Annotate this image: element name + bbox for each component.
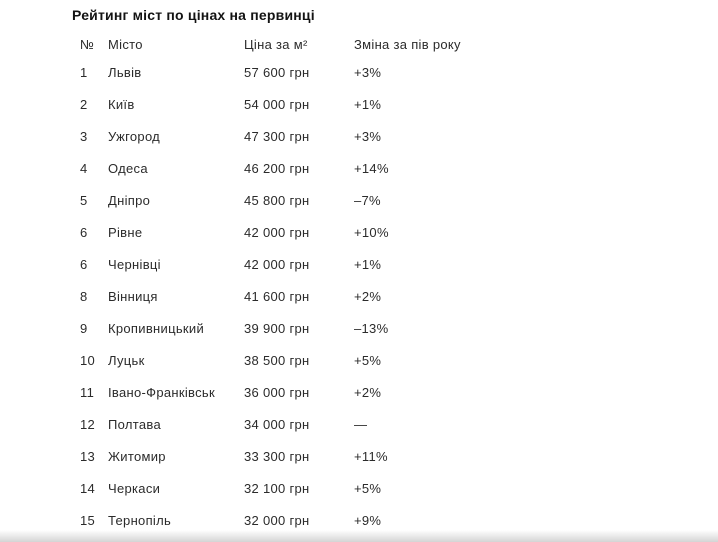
table-body [80, 56, 524, 536]
cell-price: 36 000 грн [244, 384, 310, 400]
table-row [80, 120, 524, 152]
cell-rank: 1 [80, 64, 88, 80]
cell-change: +9% [354, 512, 382, 528]
cell-price: 41 600 грн [244, 288, 310, 304]
cell-city: Івано-Франківськ [108, 384, 215, 400]
cell-city: Полтава [108, 416, 162, 432]
table-row [80, 88, 524, 120]
cell-rank: 2 [80, 96, 88, 112]
cell-rank: 3 [80, 128, 88, 144]
cell-city: Черкаси [108, 480, 161, 496]
cell-city: Рівне [108, 224, 143, 240]
cell-rank: 6 [80, 256, 88, 272]
col-header-price: Ціна за м² [244, 36, 308, 52]
col-header-change: Зміна за пів року [354, 36, 461, 52]
cell-price: 32 100 грн [244, 480, 310, 496]
cell-rank: 6 [80, 224, 88, 240]
cell-change: — [354, 416, 368, 432]
cell-change: +11% [354, 448, 388, 464]
cell-price: 38 500 грн [244, 352, 310, 368]
cell-price: 54 000 грн [244, 96, 310, 112]
table-row [80, 344, 524, 376]
cell-change: +10% [354, 224, 389, 240]
cell-change: –7% [354, 192, 381, 208]
table-row [80, 408, 524, 440]
cell-rank: 12 [80, 416, 96, 432]
cell-price: 57 600 грн [244, 64, 310, 80]
cell-change: +3% [354, 128, 382, 144]
cell-rank: 9 [80, 320, 88, 336]
cell-price: 46 200 грн [244, 160, 310, 176]
table-row [80, 152, 524, 184]
col-header-city: Місто [108, 36, 143, 52]
cell-rank: 15 [80, 512, 96, 528]
cell-price: 45 800 грн [244, 192, 310, 208]
cell-rank: 14 [80, 480, 96, 496]
cell-city: Одеса [108, 160, 148, 176]
cell-city: Ужгород [108, 128, 161, 144]
cell-city: Луцьк [108, 352, 145, 368]
cell-city: Дніпро [108, 192, 151, 208]
cell-city: Київ [108, 96, 135, 112]
cell-city: Чернівці [108, 256, 161, 272]
cell-rank: 8 [80, 288, 88, 304]
cell-price: 34 000 грн [244, 416, 310, 432]
cell-city: Кропивницький [108, 320, 205, 336]
cell-price: 47 300 грн [244, 128, 310, 144]
cell-price: 42 000 грн [244, 256, 310, 272]
table-row [80, 440, 524, 472]
cell-change: +5% [354, 480, 382, 496]
table-row [80, 472, 524, 504]
page-title: Рейтинг міст по цінах на первинці [72, 7, 315, 23]
cell-price: 42 000 грн [244, 224, 310, 240]
cell-city: Тернопіль [108, 512, 172, 528]
table-row [80, 312, 524, 344]
cell-city: Житомир [108, 448, 166, 464]
cell-rank: 10 [80, 352, 96, 368]
cell-rank: 4 [80, 160, 88, 176]
table-row [80, 248, 524, 280]
cell-rank: 11 [80, 384, 95, 400]
table-row [80, 56, 524, 88]
cell-price: 32 000 грн [244, 512, 310, 528]
table-header-row [80, 33, 524, 55]
cell-change: +1% [354, 256, 382, 272]
col-header-rank: № [80, 36, 95, 52]
cell-price: 39 900 грн [244, 320, 310, 336]
cell-city: Вінниця [108, 288, 158, 304]
cell-change: +1% [354, 96, 382, 112]
cell-change: +2% [354, 384, 382, 400]
cell-rank: 5 [80, 192, 88, 208]
table-row [80, 184, 524, 216]
cell-change: +3% [354, 64, 382, 80]
table-row [80, 376, 524, 408]
table-row [80, 216, 524, 248]
cell-price: 33 300 грн [244, 448, 310, 464]
table-row [80, 504, 524, 536]
cell-change: –13% [354, 320, 389, 336]
cell-city: Львів [108, 64, 142, 80]
cell-change: +14% [354, 160, 389, 176]
table-row [80, 280, 524, 312]
cell-change: +2% [354, 288, 382, 304]
cell-rank: 13 [80, 448, 96, 464]
cell-change: +5% [354, 352, 382, 368]
